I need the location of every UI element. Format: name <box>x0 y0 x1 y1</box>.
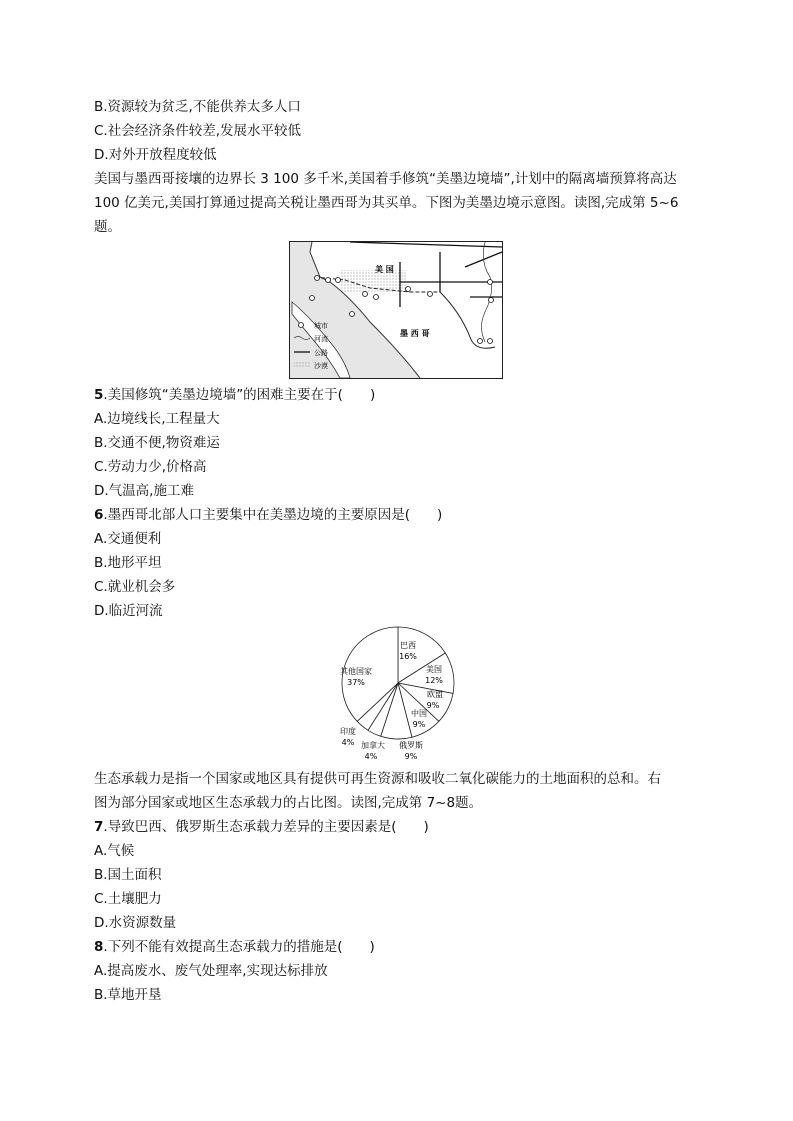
q7-option-c: C.土壤肥力 <box>94 891 162 907</box>
pie-label-7: 其他国家 <box>340 667 372 676</box>
q6-option-a: A.交通便利 <box>94 531 162 547</box>
q6-stem <box>94 506 442 524</box>
option-c: C.社会经济条件较差,发展水平较低 <box>94 123 302 139</box>
q6-number: 6 <box>94 507 104 523</box>
q8-stem <box>94 938 375 956</box>
q5-option-d: D.气温高,施工难 <box>94 483 194 499</box>
q7-option-d: D.水资源数量 <box>94 915 177 931</box>
q7-option-a: A.气候 <box>94 843 135 859</box>
intro-7-8-line2: 图为部分国家或地区生态承载力的占比图。读图,完成第 7~8题。 <box>94 795 483 811</box>
intro-7-8-line1: 生态承载力是指一个国家或地区具有提供可再生资源和吸收二氧化碳能力的土地面积的总和。右 <box>94 771 661 787</box>
pie-value-7: 37% <box>347 678 365 687</box>
q6-stem-text: .墨西哥北部人口主要集中在美墨边境的主要原因是( ) <box>103 507 443 523</box>
us-mexico-border-map <box>289 241 503 379</box>
pie-value-3: 9% <box>412 720 426 729</box>
map-label-mexico: 墨 西 哥 <box>400 329 430 338</box>
pie-svg <box>338 624 456 760</box>
pie-label-2: 欧盟 <box>427 690 443 699</box>
q6-option-d: D.临近河流 <box>94 603 163 619</box>
q7-stem-text: .导致巴西、俄罗斯生态承载力差异的主要因素是( ) <box>103 819 429 835</box>
q7-number: 7 <box>94 819 104 835</box>
option-d: D.对外开放程度较低 <box>94 147 217 163</box>
pie-label-0: 巴西 <box>400 641 416 650</box>
q8-stem-text: .下列不能有效提高生态承载力的措施是( ) <box>103 939 375 955</box>
q5-stem-text: .美国修筑“美墨边境墙”的困难主要在于( ) <box>103 387 376 403</box>
q5-option-a: A.边境线长,工程量大 <box>94 411 220 427</box>
pie-label-5: 加拿大 <box>361 741 385 750</box>
option-b: B.资源较为贫乏,不能供养太多人口 <box>94 99 301 115</box>
pie-label-4: 俄罗斯 <box>399 741 423 750</box>
legend-road: 公路 <box>314 349 328 357</box>
q8-number: 8 <box>94 939 104 955</box>
q8-option-a: A.提高废水、废气处理率,实现达标排放 <box>94 963 328 979</box>
rio-grande <box>440 292 495 348</box>
q5-option-b: B.交通不便,物资难运 <box>94 435 220 451</box>
q7-stem <box>94 818 429 836</box>
pie-label-3: 中国 <box>411 709 427 718</box>
legend-desert: 沙漠 <box>314 362 328 370</box>
q8-option-b: B.草地开垦 <box>94 987 162 1003</box>
legend-river: 河流 <box>314 335 328 343</box>
q5-option-c: C.劳动力少,价格高 <box>94 459 207 475</box>
q7-option-b: B.国土面积 <box>94 867 162 883</box>
legend-city: 城市 <box>314 322 328 330</box>
q5-number: 5 <box>94 387 104 403</box>
q5-stem <box>94 386 375 404</box>
q6-option-b: B.地形平坦 <box>94 555 162 571</box>
q6-option-c: C.就业机会多 <box>94 579 176 595</box>
pie-label-1: 美国 <box>426 665 442 674</box>
ecological-capacity-pie-chart <box>338 624 456 760</box>
map-label-us: 美 国 <box>375 265 394 274</box>
pie-value-1: 12% <box>425 676 443 685</box>
pie-value-6: 4% <box>341 738 355 747</box>
pie-label-6: 印度 <box>340 727 356 736</box>
desert-area <box>340 270 406 292</box>
pie-value-5: 4% <box>364 752 378 760</box>
intro-5-6-line3: 题。 <box>94 219 121 235</box>
pie-value-4: 9% <box>404 752 418 760</box>
pie-value-2: 9% <box>426 701 440 710</box>
intro-5-6-line2: 100 亿美元,美国打算通过提高关税让墨西哥为其买单。下图为美墨边境示意图。读图,完成第 5~6 <box>94 195 679 211</box>
intro-5-6-line1: 美国与墨西哥接壤的边界长 3 100 多千米,美国着手修筑“美墨边境墙”,计划中的隔离墙预算将高达 <box>94 171 677 187</box>
pie-value-0: 16% <box>399 652 417 661</box>
